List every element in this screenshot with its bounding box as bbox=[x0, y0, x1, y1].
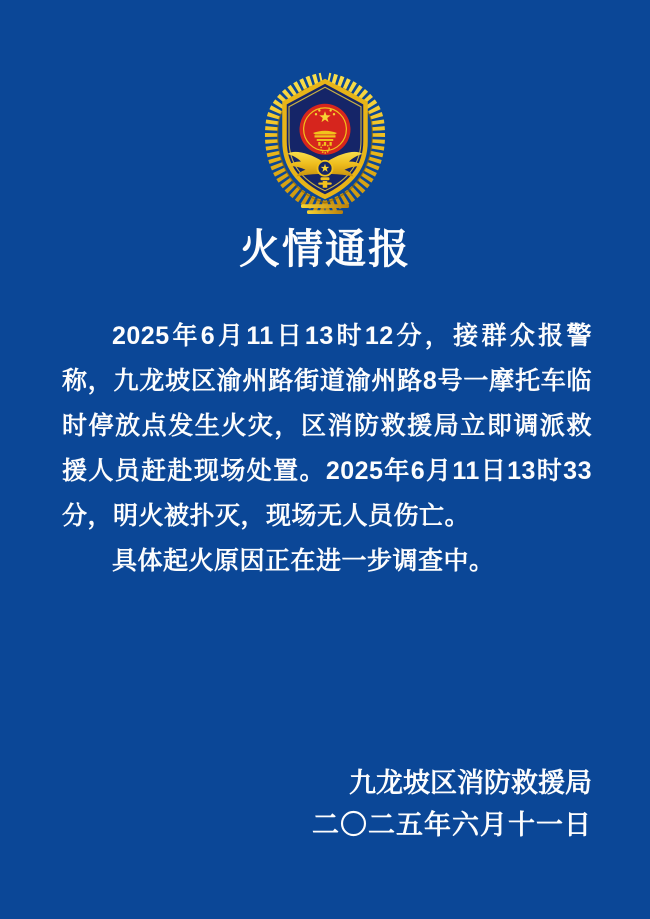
wreath-tie bbox=[301, 204, 349, 208]
body-paragraph-1: 2025年6月11日13时12分，接群众报警称，九龙坡区渝州路街道渝州路8号一摩托车临时停放点发生火灾，区消防救援局立即调派救援人员赶赴现场处置。2025年6月11日13时33分，明火被扑灭，现场无人员伤亡。 bbox=[62, 322, 592, 530]
signature-date: 二〇二五年六月十一日 bbox=[312, 810, 592, 840]
china-fire-rescue-emblem bbox=[250, 70, 400, 214]
signature-organization: 九龙坡区消防救援局 bbox=[349, 768, 592, 798]
hydrant-icon bbox=[321, 177, 330, 180]
notice-title: 火情通报 bbox=[239, 226, 411, 272]
signature-block bbox=[312, 762, 592, 846]
fire-rescue-emblem-icon bbox=[250, 63, 400, 221]
notice-body bbox=[62, 314, 592, 584]
body-paragraph-2: 具体起火原因正在进一步调查中。 bbox=[112, 547, 495, 575]
